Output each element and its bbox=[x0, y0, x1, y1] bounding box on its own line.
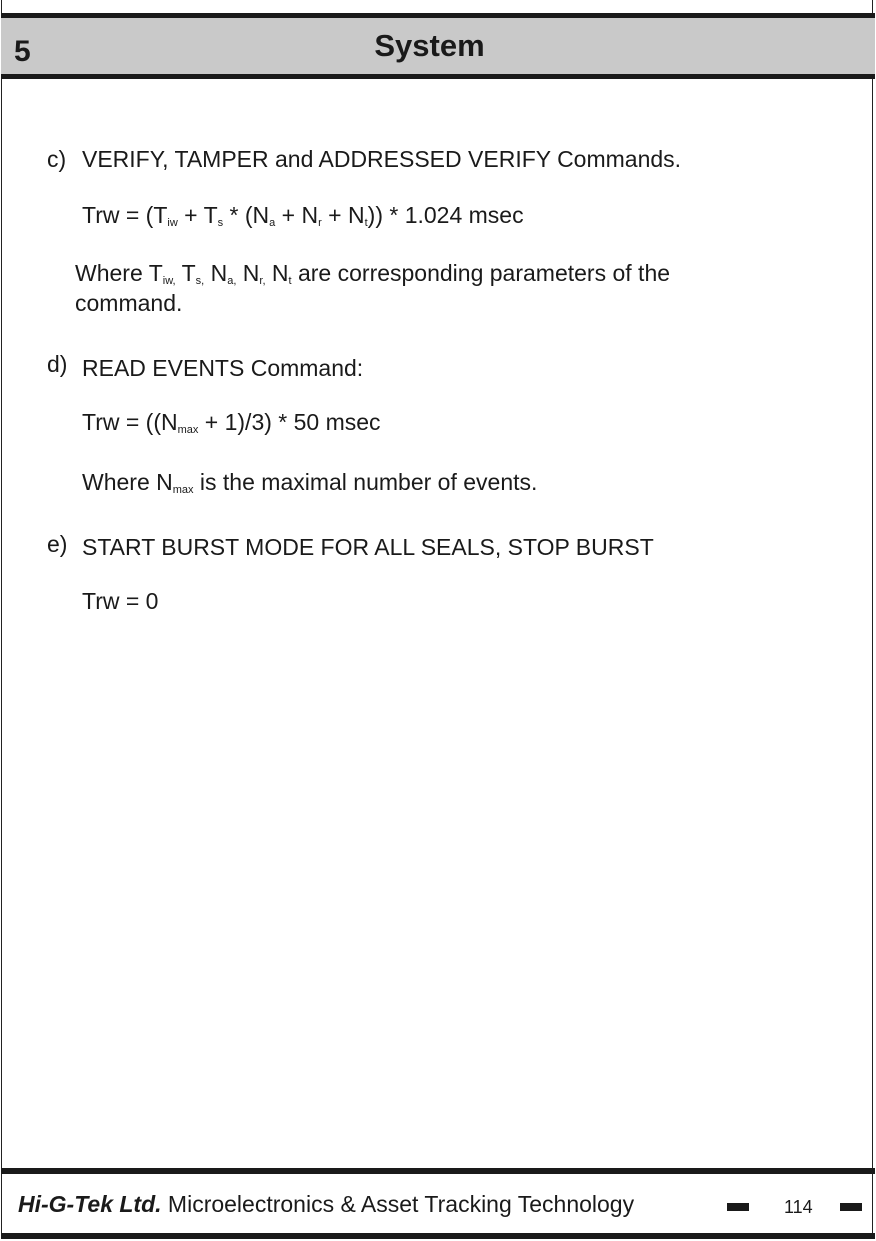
footer-dash-right bbox=[840, 1203, 862, 1211]
item-c-marker: c) bbox=[47, 146, 67, 172]
company-name: Hi-G-Tek Ltd. bbox=[18, 1191, 162, 1217]
footer-dash-left bbox=[727, 1203, 749, 1211]
item-d-formula: Trw = $((N_{max} + 1)/3) * 50$ msec bbox=[82, 409, 381, 436]
page-number: 114 bbox=[784, 1197, 813, 1217]
chapter-title: System bbox=[374, 28, 485, 63]
chapter-header bbox=[1, 13, 875, 79]
item-d-where: Where $N_{max}$ is the maximal number of events. bbox=[82, 469, 538, 496]
page-border bbox=[1, 0, 873, 1239]
chapter-number: 5 bbox=[14, 35, 31, 68]
item-c-formula: Trw = $(T_{iw} + T_s * (N_a + N_r + N_t)) * 1.024$ msec bbox=[82, 202, 524, 229]
item-e-formula: Trw = 0 bbox=[82, 588, 159, 614]
item-c-where: Where $T_{iw,}$ $T_{s,}$ $N_{a,}$ $N_{r,}$ $N_t$ are corresponding parameters of the bbox=[75, 260, 671, 287]
company-tagline: Microelectronics & Asset Tracking Technology bbox=[161, 1191, 635, 1217]
item-c-where-line2: command. bbox=[75, 290, 183, 316]
item-d-heading: READ EVENTS Command: bbox=[82, 355, 364, 381]
footer-rule-top bbox=[1, 1168, 875, 1174]
item-d-marker: d) bbox=[47, 351, 68, 377]
item-e-heading: START BURST MODE FOR ALL SEALS, STOP BURST bbox=[82, 534, 654, 560]
footer-company-line bbox=[18, 1191, 634, 1218]
item-e-marker: e) bbox=[47, 531, 68, 557]
item-c-heading: VERIFY, TAMPER and ADDRESSED VERIFY Commands. bbox=[82, 146, 682, 172]
footer-rule-bottom bbox=[1, 1233, 875, 1239]
